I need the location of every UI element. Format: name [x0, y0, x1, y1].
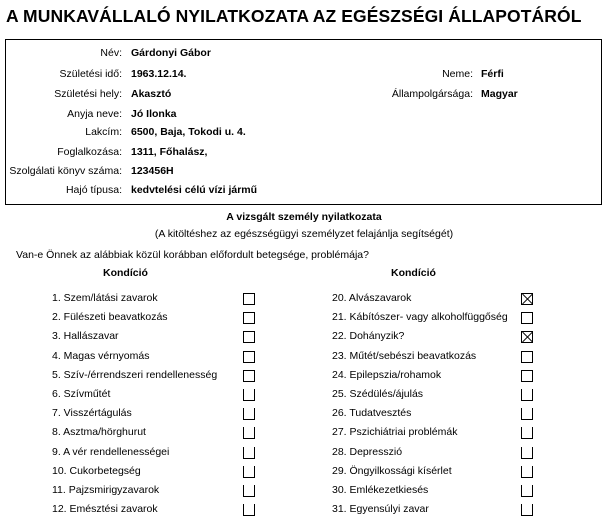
condition-label: 3. Hallászavar: [52, 330, 119, 343]
condition-checkbox[interactable]: [243, 331, 255, 343]
condition-checkbox[interactable]: [521, 466, 533, 478]
birth-place-value: Akasztó: [131, 88, 172, 100]
condition-checkbox[interactable]: [521, 427, 533, 439]
service-book-label: Szolgálati könyv száma:: [9, 165, 122, 177]
condition-checkbox[interactable]: [243, 485, 255, 497]
name-label: Név:: [100, 47, 122, 59]
condition-checkbox[interactable]: [521, 408, 533, 420]
condition-label: 1. Szem/látási zavarok: [52, 292, 158, 304]
gender-value: Férfi: [481, 68, 504, 80]
condition-checkbox[interactable]: [521, 331, 533, 343]
condition-label: 29. Öngyilkossági kísérlet: [332, 464, 452, 477]
personal-info-box: [5, 39, 602, 205]
condition-label: 21. Kábítószer- vagy alkoholfüggőség: [332, 311, 508, 324]
vessel-type-label: Hajó típusa:: [65, 184, 122, 196]
condition-checkbox[interactable]: [521, 504, 533, 516]
condition-checkbox[interactable]: [243, 293, 255, 305]
condition-checkbox[interactable]: [521, 389, 533, 401]
condition-label: 7. Visszértágulás: [52, 407, 132, 420]
condition-checkbox[interactable]: [243, 351, 255, 363]
condition-checkbox[interactable]: [243, 312, 255, 324]
condition-label: 9. A vér rendellenességei: [52, 445, 170, 458]
service-book-value: 123456H: [131, 165, 174, 177]
condition-label: 4. Magas vérnyomás: [52, 349, 150, 362]
condition-checkbox[interactable]: [243, 504, 255, 516]
condition-label: 27. Pszichiátriai problémák: [332, 426, 458, 439]
condition-checkbox[interactable]: [521, 312, 533, 324]
condition-label: 24. Epilepszia/rohamok: [332, 368, 442, 381]
left-column-header: Kondíció: [103, 267, 148, 279]
condition-label: 30. Emlékezetkiesés: [332, 484, 429, 496]
birth-place-label: Születési hely:: [54, 88, 122, 100]
address-value: 6500, Baja, Tokodi u. 4.: [131, 126, 246, 138]
condition-checkbox[interactable]: [521, 351, 533, 363]
condition-label: 28. Depresszió: [332, 445, 403, 458]
condition-checkbox[interactable]: [243, 466, 255, 478]
condition-checkbox[interactable]: [243, 370, 255, 382]
condition-label: 5. Szív-/érrendszeri rendellenesség: [52, 368, 218, 381]
condition-checkbox[interactable]: [243, 447, 255, 459]
mother-name-value: Jó Ilonka: [131, 108, 177, 120]
birth-date-label: Születési idő:: [59, 68, 122, 80]
condition-checkbox[interactable]: [521, 370, 533, 382]
birth-date-value: 1963.12.14.: [131, 68, 187, 80]
condition-label: 31. Egyensúlyi zavar: [332, 503, 429, 516]
right-column-header: Kondíció: [391, 267, 436, 279]
condition-checkbox[interactable]: [521, 447, 533, 459]
condition-checkbox[interactable]: [521, 293, 533, 305]
citizenship-value: Magyar: [481, 88, 518, 100]
vessel-type-value: kedvtelési célú vízi jármű: [131, 184, 258, 196]
condition-label: 8. Asztma/hörghurut: [52, 426, 146, 439]
condition-label: 25. Szédülés/ájulás: [332, 388, 424, 400]
condition-label: 26. Tudatvesztés: [332, 407, 412, 420]
document-title: A MUNKAVÁLLALÓ NYILATKOZATA AZ EGÉSZSÉGI ÁLLAPOTÁRÓL: [6, 6, 582, 26]
occupation-label: Foglalkozása:: [57, 146, 122, 158]
condition-label: 11. Pajzsmirigyzavarok: [52, 484, 160, 496]
condition-checkbox[interactable]: [243, 408, 255, 420]
declaration-heading: A vizsgált személy nyilatkozata: [226, 211, 382, 223]
condition-label: 6. Szívműtét: [52, 388, 111, 400]
declaration-subheading: (A kitöltéshez az egészségügyi személyzet felajánlja segítségét): [154, 228, 454, 240]
condition-label: 23. Műtét/sebészi beavatkozás: [332, 349, 477, 362]
condition-label: 2. Fülészeti beavatkozás: [52, 311, 168, 324]
name-value: Gárdonyi Gábor: [131, 47, 211, 59]
declaration-question: Van-e Önnek az alábbiak közül korábban előfordult betegsége, problémája?: [16, 249, 369, 261]
condition-label: 12. Emésztési zavarok: [52, 503, 158, 516]
condition-label: 22. Dohányzik?: [332, 330, 405, 343]
citizenship-label: Állampolgársága:: [391, 88, 473, 100]
condition-checkbox[interactable]: [243, 427, 255, 439]
condition-label: 20. Alvászavarok: [332, 292, 412, 304]
address-label: Lakcím:: [85, 126, 122, 138]
condition-checkbox[interactable]: [521, 485, 533, 497]
condition-label: 10. Cukorbetegség: [52, 464, 141, 477]
mother-name-label: Anyja neve:: [67, 108, 122, 120]
condition-checkbox[interactable]: [243, 389, 255, 401]
gender-label: Neme:: [442, 68, 473, 80]
occupation-value: 1311, Főhalász,: [131, 146, 208, 158]
